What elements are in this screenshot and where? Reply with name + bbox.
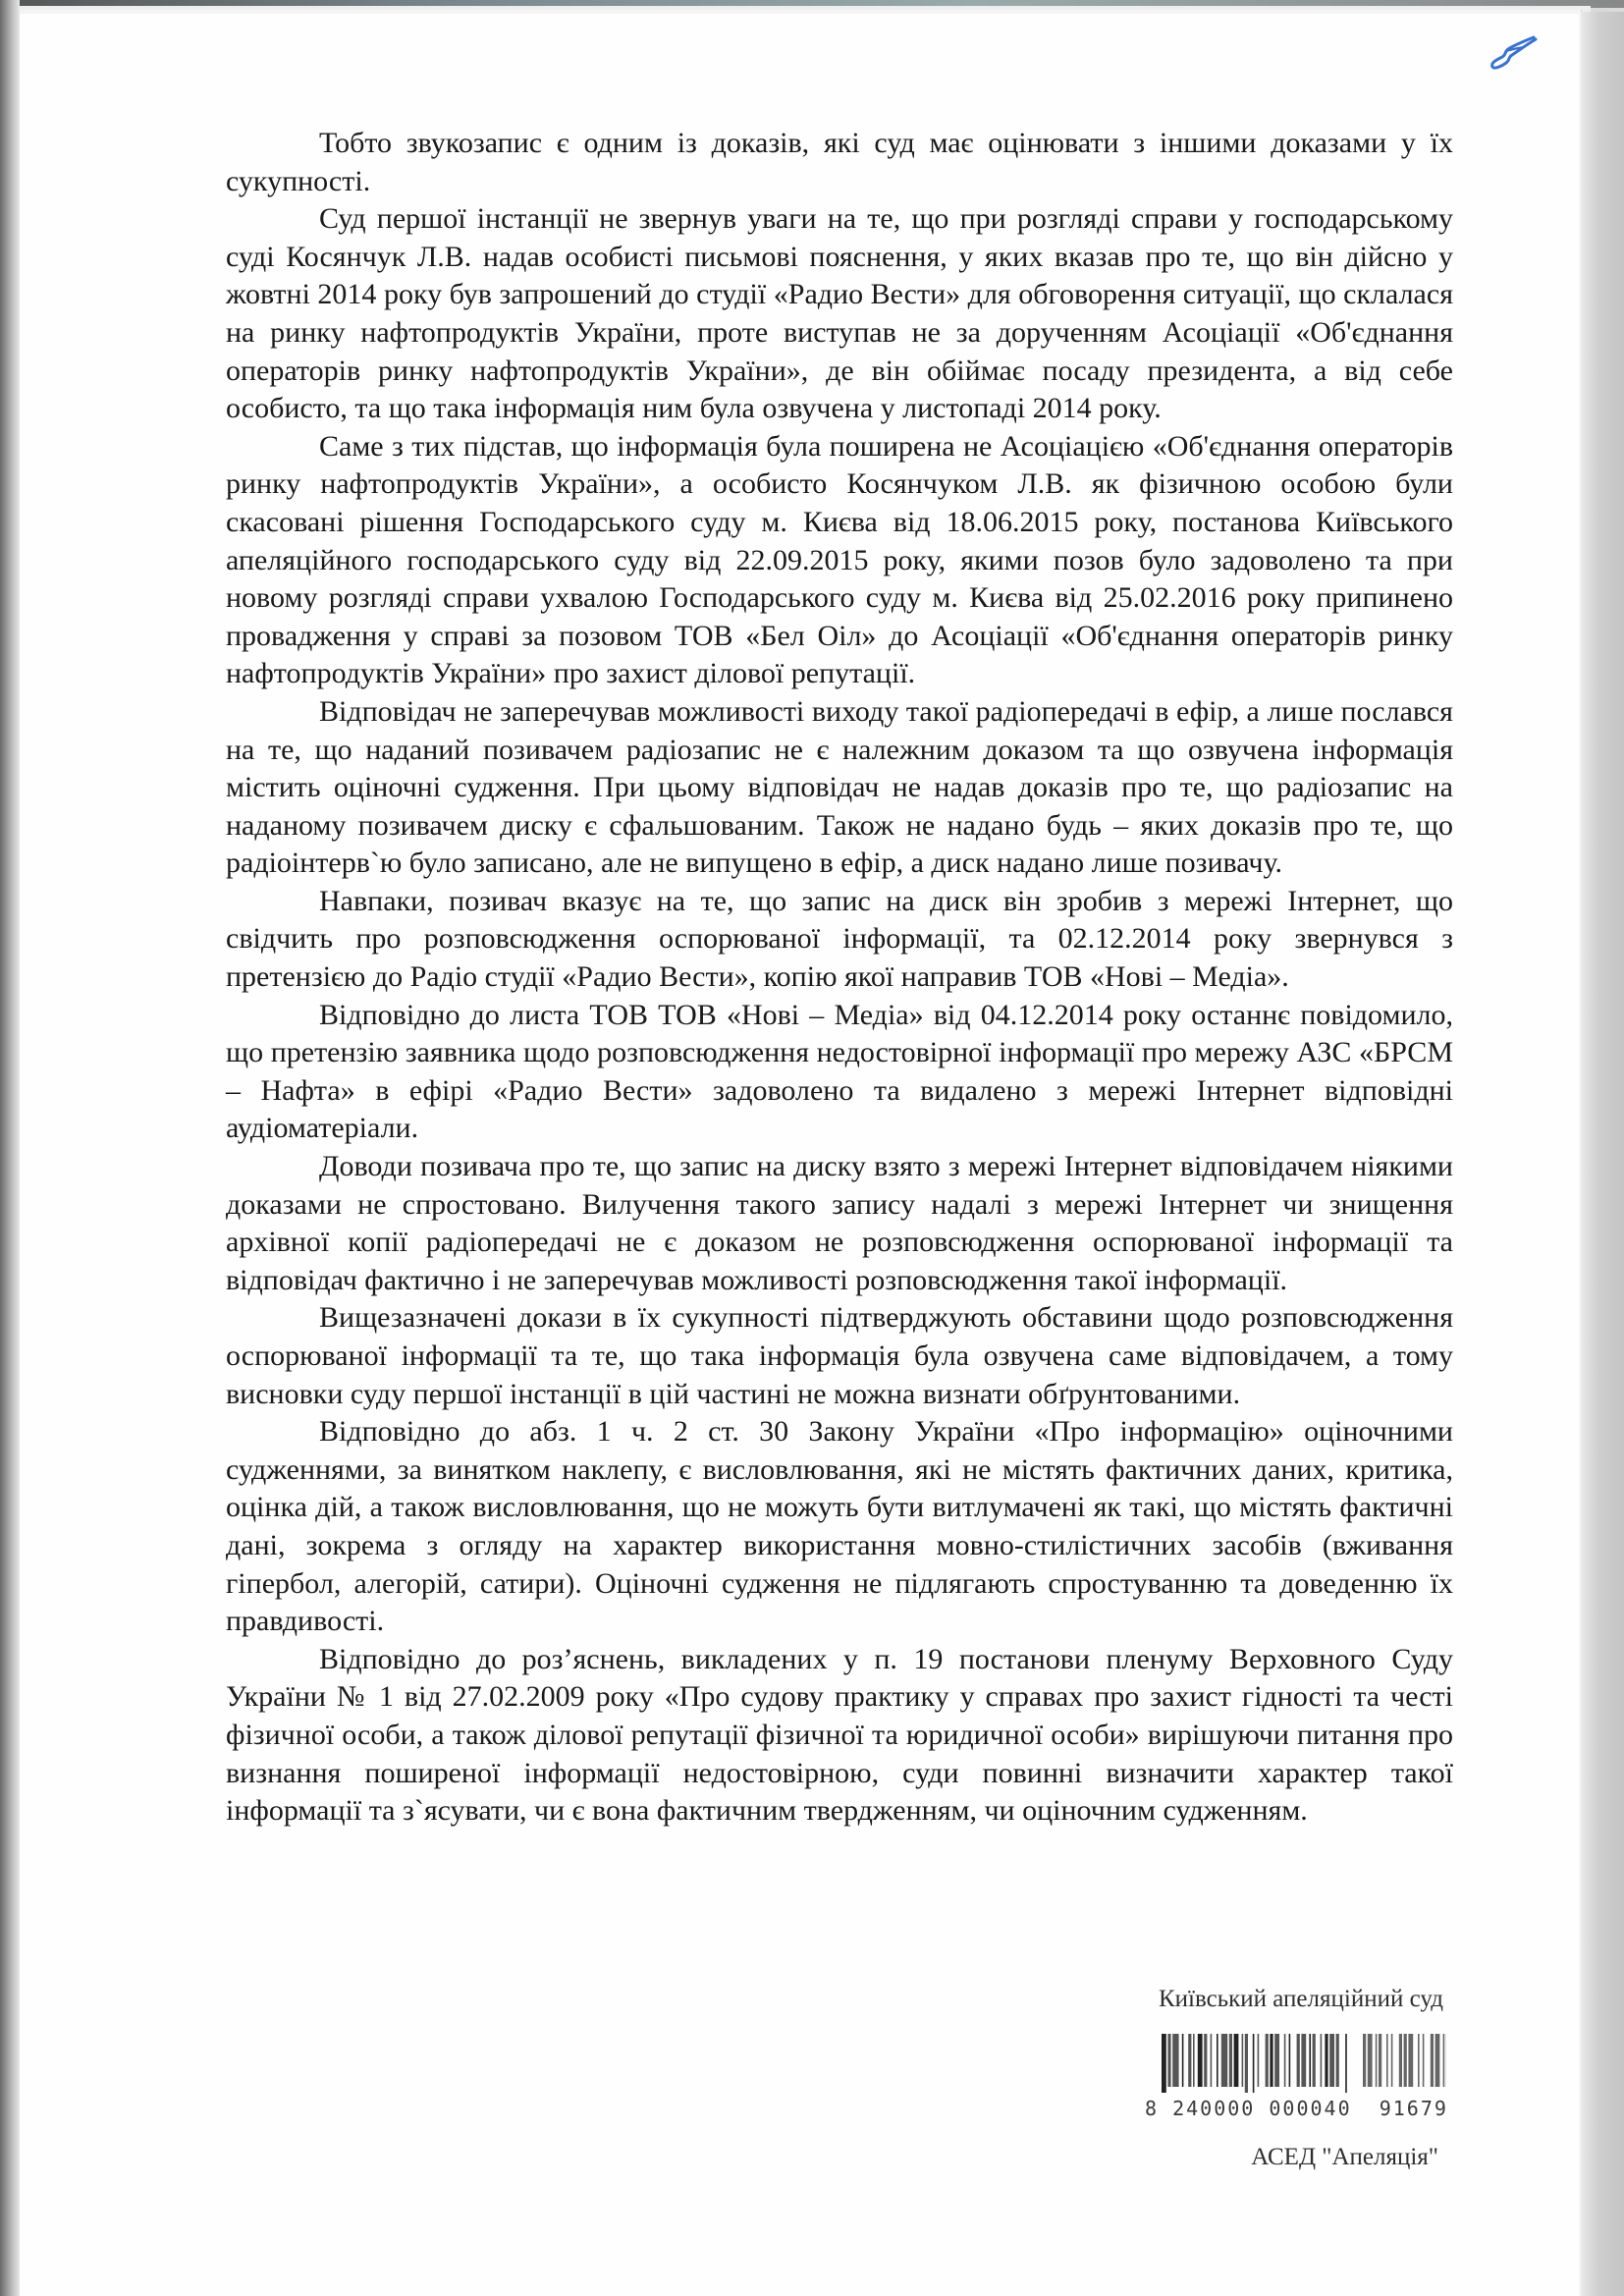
barcode-bar: [1313, 2034, 1316, 2087]
barcode-bar: [1321, 2034, 1323, 2087]
barcode-bar: [1404, 2034, 1407, 2087]
barcode-bar: [1345, 2034, 1347, 2093]
barcode-bar: [1329, 2034, 1334, 2087]
barcode-bar: [1379, 2034, 1381, 2087]
barcode-bar: [1431, 2034, 1434, 2087]
barcode-bar: [1386, 2034, 1388, 2087]
scanner-left-edge: [0, 0, 20, 2296]
barcode-bar: [1391, 2034, 1393, 2087]
paragraph: Тобто звукозапис є одним із доказів, які суд має оцінювати з іншими доказами у їх сукупності.: [226, 127, 1453, 197]
barcode-number: 8 240000 000040 91679: [1145, 2097, 1448, 2120]
barcode-bar: [1443, 2034, 1445, 2087]
barcode-bar: [1270, 2034, 1272, 2087]
barcode-bar: [1376, 2034, 1378, 2087]
document-body: [226, 125, 1453, 1831]
barcode-bar: [1274, 2034, 1279, 2087]
paragraph: Саме з тих підстав, що інформація була поширена не Асоціацією «Об'єднання операторів ринку нафтопродуктів України», а особисто Косянчуком Л.В. як фізичною особою були скасовані рішення Господарського суду м. Києва від 18.06.2015 року, постанова Київського апеляційного господарського суду від 22.09.2015 року, якими позов було задоволено та при новому розгляді справи ухвалою Господарського суду м. Києва від 25.02.2016 року припинено провадження у справі за позовом ТОВ «Бел Оіл» до Асоціації «Об'єднання операторів ринку нафтопродуктів України» про захист ділової репутації.: [226, 429, 1453, 690]
paragraph: Суд першої інстанції не звернув уваги на те, що при розгляді справи у господарському суді Косянчук Л.В. надав особисті письмові пояснення, у яких вказав про те, що він дійсно у жовтні 2014 року був запрошений до студії «Радио Вести» для обговорення ситуації, що склалася на ринку нафтопродуктів України, проте виступав не за дорученням Асоціації «Об'єднання операторів ринку нафтопродуктів України», де він обіймає посаду президента, а від себе особисто, та що така інформація ним була озвучена у листопаді 2014 року.: [226, 202, 1453, 425]
paragraph: Відповідно до роз’яснень, викладених у п. 19 постанови пленуму Верховного Суду України № 1 від 27.02.2009 року «Про судову практику у справах про захист гідності та честі фізичної особи, а також ділової репутації фізичної та юридичної особи» вирішуючи питання про визнання поширеної інформації недостовірною, суди повинні визначити характер такої інформації та з`ясувати, чи є вона фактичним твердженням, чи оціночним судженням.: [226, 1642, 1453, 1828]
barcode-bar: [1284, 2034, 1286, 2087]
barcode-bar: [1217, 2034, 1218, 2087]
barcode-bar: [1368, 2034, 1373, 2087]
barcode-bar: [1408, 2034, 1413, 2087]
paragraph: Відповідач не заперечував можливості виходу такої радіопередачі в ефір, а лише послався на те, що наданий позивачем радіозапис не є належним доказом та що озвучена інформація містить оціночні судження. При цьому відповідач не надав доказів про те, що радіозапис на наданому позивачем диску є сфальшованим. Також не надано будь – яких доказів про те, що радіоінтерв`ю було записано, але не випущено в ефір, а диск надано лише позивачу.: [226, 694, 1453, 880]
handwritten-page-mark-icon: [1485, 33, 1540, 73]
barcode-bar: [1399, 2034, 1402, 2087]
barcode-bar: [1162, 2034, 1166, 2093]
paragraph: Відповідно до листа ТОВ ТОВ «Нові – Медіа» від 04.12.2014 року останнє повідомило, що претензію заявника щодо розповсюдження недостовірної інформації про мережу АЗС «БРСМ – Нафта» в ефірі «Радио Вести» задоволено та видалено з мережі Інтернет відповідні аудіоматеріали.: [226, 998, 1453, 1145]
barcode-bar: [1167, 2034, 1170, 2087]
court-name-stamp: Київський апеляційний суд: [1158, 1986, 1443, 2012]
paragraph: Доводи позивача про те, що запис на диску взято з мережі Інтернет відповідачем ніякими доказами не спростовано. Вилучення такого запису надалі з мережі Інтернет чи знищення архівної копії радіопередачі не є доказом не розповсюдження оспорюваної інформації та відповідач фактично і не заперечував можливості розповсюдження такої інформації.: [226, 1150, 1453, 1296]
barcode-bar: [1297, 2034, 1300, 2087]
barcode-bar: [1309, 2034, 1311, 2087]
paragraph: Вищезазначені докази в їх сукупності підтверджують обставини щодо розповсюдження оспорюваної інформації та те, що така інформація була озвучена саме відповідачем, а тому висновки суду першої інстанції в цій частині не можна визнати обґрунтованими.: [226, 1301, 1453, 1410]
barcode-bar: [1234, 2034, 1239, 2087]
document-system-label: АСЕД "Апеляція": [1251, 2144, 1438, 2170]
barcode-bar: [1418, 2034, 1420, 2087]
barcode-bar: [1301, 2034, 1306, 2087]
barcode-bar: [1258, 2034, 1260, 2087]
barcode-bar: [1188, 2034, 1191, 2087]
barcode-bar: [1198, 2034, 1203, 2087]
barcode-bar: [1221, 2034, 1227, 2087]
barcode-icon: [1162, 2034, 1446, 2093]
barcode-bar: [1336, 2034, 1339, 2087]
barcode-bar: [1182, 2034, 1184, 2087]
scanner-right-edge: [1581, 12, 1624, 2296]
barcode-bar: [1229, 2034, 1232, 2087]
barcode-bar: [1266, 2034, 1269, 2087]
barcode-bar: [1172, 2034, 1178, 2087]
barcode-bar: [1193, 2034, 1195, 2087]
barcode-bar: [1242, 2034, 1244, 2087]
paragraph: Навпаки, позивач вказує на те, що запис на диск він зробив з мережі Інтернет, що свідчить про розповсюдження оспорюваної інформації, та 02.12.2014 року звернувся з претензією до Радіо студії «Радио Вести», копію якої направив ТОВ «Нові – Медіа».: [226, 884, 1453, 994]
barcode-bar: [1435, 2034, 1440, 2087]
barcode-bar: [1423, 2034, 1425, 2087]
barcode-bar: [1245, 2034, 1248, 2093]
barcode-bar: [1253, 2034, 1255, 2093]
barcode-bar: [1363, 2034, 1366, 2087]
barcode-bar: [1325, 2034, 1327, 2087]
barcode-bar: [1289, 2034, 1291, 2087]
barcode-bar: [1204, 2034, 1207, 2087]
barcode-bar: [1211, 2034, 1213, 2087]
paragraph: Відповідно до абз. 1 ч. 2 ст. 30 Закону України «Про інформацію» оціночними судженнями, за винятком наклепу, є висловлювання, які не містять фактичних даних, критика, оцінка дій, а також висловлювання, що не можуть бути витлумачені як такі, що містять фактичні дані, зокрема з огляду на характер використання мовно-стилістичних засобів (вживання гіпербол, алегорій, сатири). Оціночні судження не підлягають спростуванню та доведенню їх правдивості.: [226, 1415, 1453, 1638]
